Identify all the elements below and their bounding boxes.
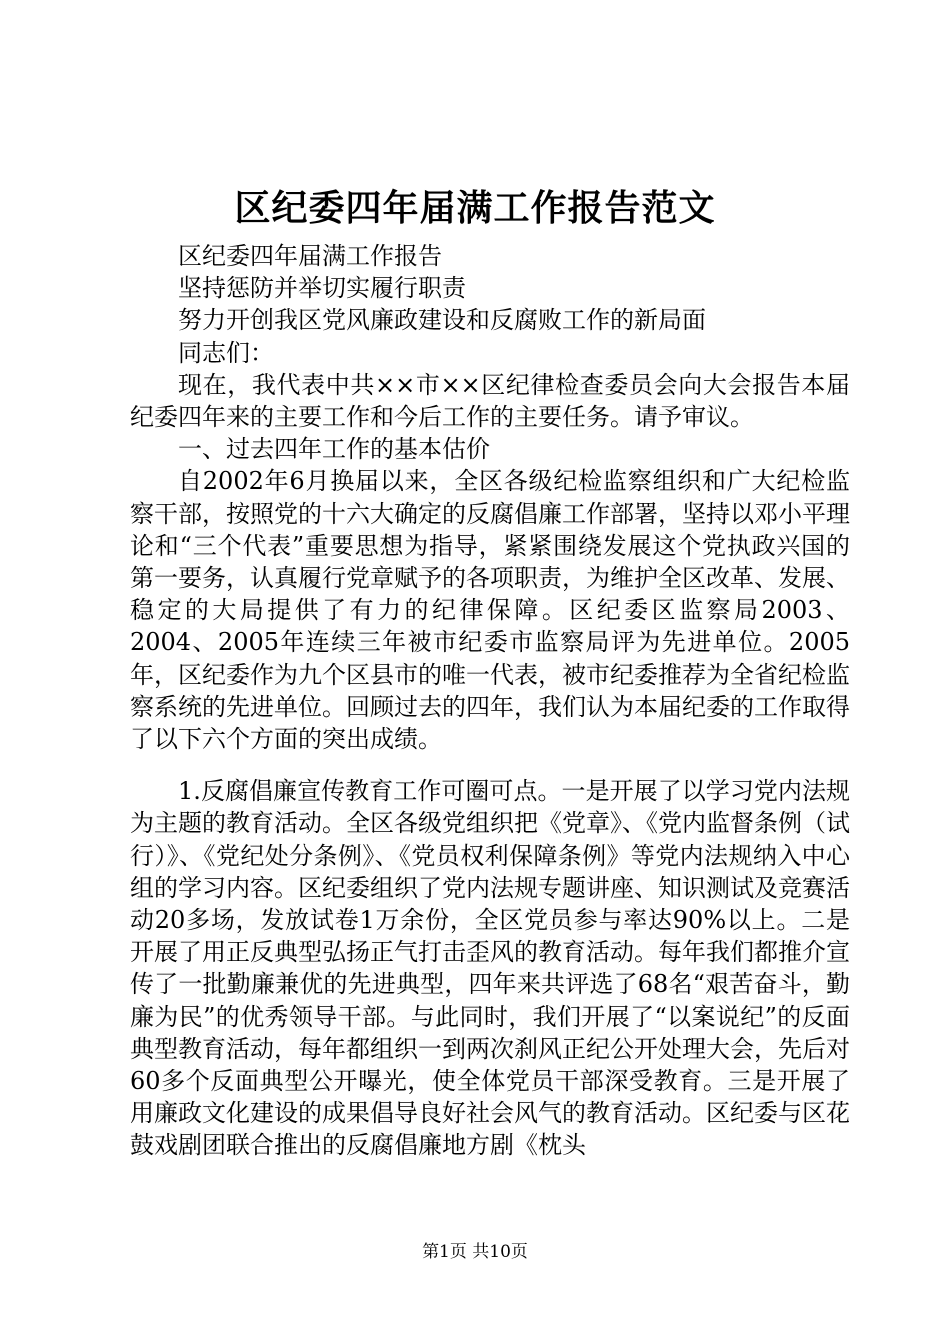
paragraph-salutation: 同志们：: [178, 338, 274, 367]
paragraph-intro: 现在，我代表中共××市××区纪律检查委员会向大会报告本届纪委四年来的主要工作和今后工作的主要任务。请予审议。: [130, 370, 850, 432]
section-heading: 一、过去四年工作的基本估价: [178, 435, 490, 464]
paragraph-item-1: 1.反腐倡廉宣传教育工作可圈可点。一是开展了以学习党内法规为主题的教育活动。全区各级党组织把《党章》、《党内监督条例（试行）》、《党纪处分条例》、《党员权利保障条例》等党内法规纳入中心组的学习内容。区纪委组织了党内法规专题讲座、知识测试及竞赛活动20多场，发放试卷1万余份，全区党员参与率达90%以上。二是开展了用正反典型弘扬正气打击歪风的教育活动。每年我们都推介宣传了一批勤廉兼优的先进典型，四年来共评选了68名“艰苦奋斗，勤廉为民”的优秀领导干部。与此同时，我们开展了“以案说纪”的反面典型教育活动，每年都组织一到两次刹风正纪公开处理大会，先后对60多个反面典型公开曝光，使全体党员干部深受教育。三是开展了用廉政文化建设的成果倡导良好社会风气的教育活动。区纪委与区花鼓戏剧团联合推出的反腐倡廉地方剧《枕头: [130, 777, 850, 1160]
paragraph-report-name: 区纪委四年届满工作报告: [178, 242, 442, 270]
page-title: 区纪委四年届满工作报告范文: [234, 187, 716, 229]
page-number: 第1页 共10页: [422, 1242, 528, 1262]
paragraph-subtitle-2: 努力开创我区党风廉政建设和反腐败工作的新局面: [178, 306, 706, 335]
paragraph-review: 自2002年6月换届以来，全区各级纪检监察组织和广大纪检监察干部，按照党的十六大确定的反腐倡廉工作部署，坚持以邓小平理论和“三个代表”重要思想为指导，紧紧围绕发展这个党执政兴国的第一要务，认真履行党章赋予的各项职责，为维护全区改革、发展、稳定的大局提供了有力的纪律保障。区纪委区监察局2003、2004、2005年连续三年被市纪委市监察局评为先进单位。2005年，区纪委作为九个区县市的唯一代表，被市纪委推荐为全省纪检监察系统的先进单位。回顾过去的四年，我们认为本届纪委的工作取得了以下六个方面的突出成绩。: [130, 467, 850, 754]
document-body: [130, 240, 850, 1162]
paragraph-subtitle-1: 坚持惩防并举切实履行职责: [178, 274, 466, 303]
